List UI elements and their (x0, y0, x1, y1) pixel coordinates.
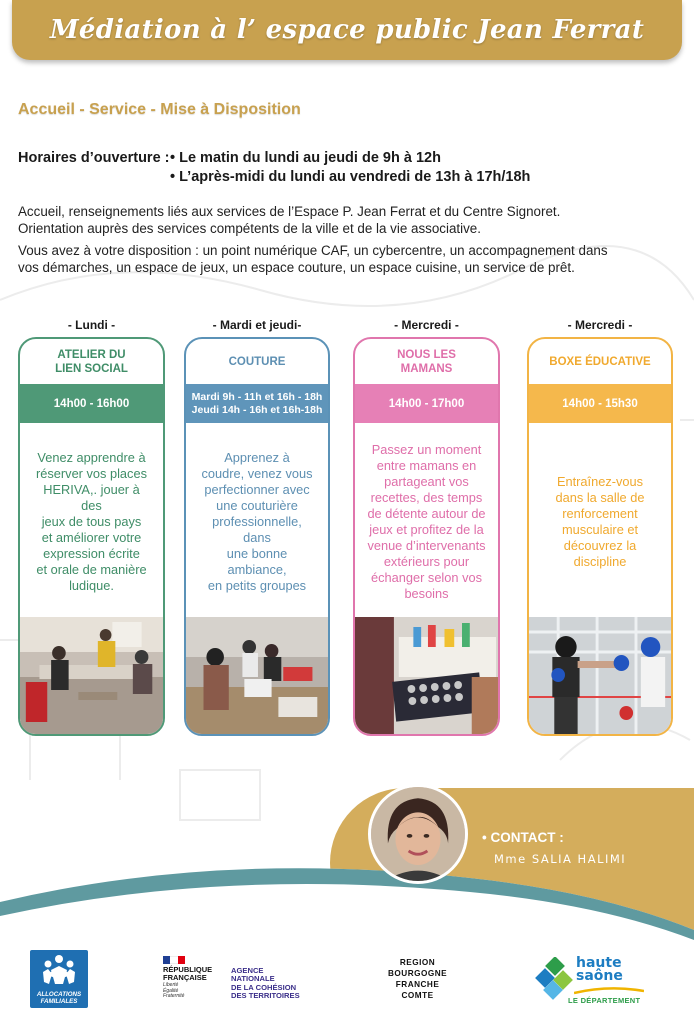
card-description: Passez un moment entre mamans en partageant vos recettes, des temps de détente autour de jeux et profitez de la venue d’intervenants extérieurs pour échanger selon vos besoins (367, 442, 486, 601)
haute-saone-dept: LE DÉPARTEMENT (568, 996, 641, 1005)
activity-card-mamans (353, 337, 500, 736)
day-label-mercredi-mamans: - Mercredi - (394, 318, 459, 332)
caf-logo (30, 950, 88, 1008)
hours-line-afternoon: • L’après-midi du lundi au vendredi de 13h à 17h/18h (170, 169, 531, 185)
french-flag-icon (163, 956, 185, 964)
card-photo-couture (186, 617, 328, 734)
partner-logos (0, 948, 694, 1018)
day-label-mardi-jeudi: - Mardi et jeudi- (212, 318, 302, 332)
republique-francaise-logo: RÉPUBLIQUE FRANÇAISE Liberté Égalité Fraternité (163, 956, 233, 1000)
contact-avatar (368, 784, 468, 884)
contact-name: Mme SALIA HALIMI (494, 852, 627, 866)
card-time: Mardi 9h - 11h et 16h - 18h Jeudi 14h - 16h et 16h-18h (186, 384, 328, 423)
page-title: Médiation à l’ espace public Jean Ferrat (49, 15, 645, 45)
family-icon (39, 954, 79, 990)
anct-logo: AGENCE NATIONALE DE LA COHÉSION DES TERRITOIRES (231, 966, 300, 1000)
card-time: 14h00 - 16h00 (20, 384, 163, 423)
card-photo-lien-social (20, 617, 163, 734)
haute-saone-logo (534, 953, 644, 1008)
intro-text (18, 204, 678, 282)
header-banner (12, 0, 682, 60)
card-description: Venez apprendre à réserver vos places HERIVA,. jouer à des jeux de tous pays et améliorer votre expression écrite et orale de manière ludique. (36, 450, 147, 593)
haute-saone-line-1: haute (576, 955, 622, 971)
haute-saone-emblem-icon (534, 957, 578, 1001)
day-label-mercredi-boxe: - Mercredi - (567, 318, 633, 332)
card-description: Entraînez-vous dans la salle de renforcement musculaire et découvrez la discipline (555, 474, 645, 569)
card-photo-boxe (529, 617, 671, 734)
card-title: ATELIER DU LIEN SOCIAL (55, 348, 128, 375)
card-photo-mamans (355, 617, 498, 734)
day-label-lundi: - Lundi - (67, 318, 116, 332)
opening-hours (18, 149, 530, 187)
haute-saone-swoosh-icon (574, 987, 644, 995)
card-time: 14h00 - 17h00 (355, 384, 498, 423)
hours-line-morning: • Le matin du lundi au jeudi de 9h à 12h (170, 150, 441, 166)
activity-card-couture (184, 337, 330, 736)
card-description: Apprenez à coudre, venez vous perfectionner avec une couturière professionnelle, dans une bonne ambiance, en petits groupes (201, 450, 313, 593)
contact-label: • CONTACT : (482, 830, 564, 845)
card-time: 14h00 - 15h30 (529, 384, 671, 423)
caf-line-1: ALLOCATIONS (36, 991, 82, 998)
footer-wave (0, 860, 694, 950)
activity-card-lien-social (18, 337, 165, 736)
caf-line-2: FAMILIALES (40, 998, 78, 1005)
section-subtitle: Accueil - Service - Mise à Disposition (18, 101, 301, 118)
card-title: BOXE ÉDUCATIVE (549, 355, 651, 368)
region-bourgogne-franche-comte-logo: REGION BOURGOGNE FRANCHE COMTE (388, 958, 448, 1000)
hours-label: Horaires d’ouverture : (18, 150, 170, 166)
activity-card-boxe (527, 337, 673, 736)
card-title: NOUS LES MAMANS (397, 348, 456, 375)
haute-saone-line-2: saône (576, 968, 623, 984)
intro-paragraph-1: Accueil, renseignements liés aux services de l’Espace P. Jean Ferrat et du Centre Signoret. Orientation auprès des services compétents de la ville et de la vie associative. (18, 204, 561, 236)
intro-paragraph-2: Vous avez à votre disposition : un point numérique CAF, un cybercentre, un accompagnement dans vos démarches, un espace de jeux, un espace couture, un espace cuisine, un service de prêt. (18, 243, 608, 275)
card-title: COUTURE (228, 355, 286, 368)
